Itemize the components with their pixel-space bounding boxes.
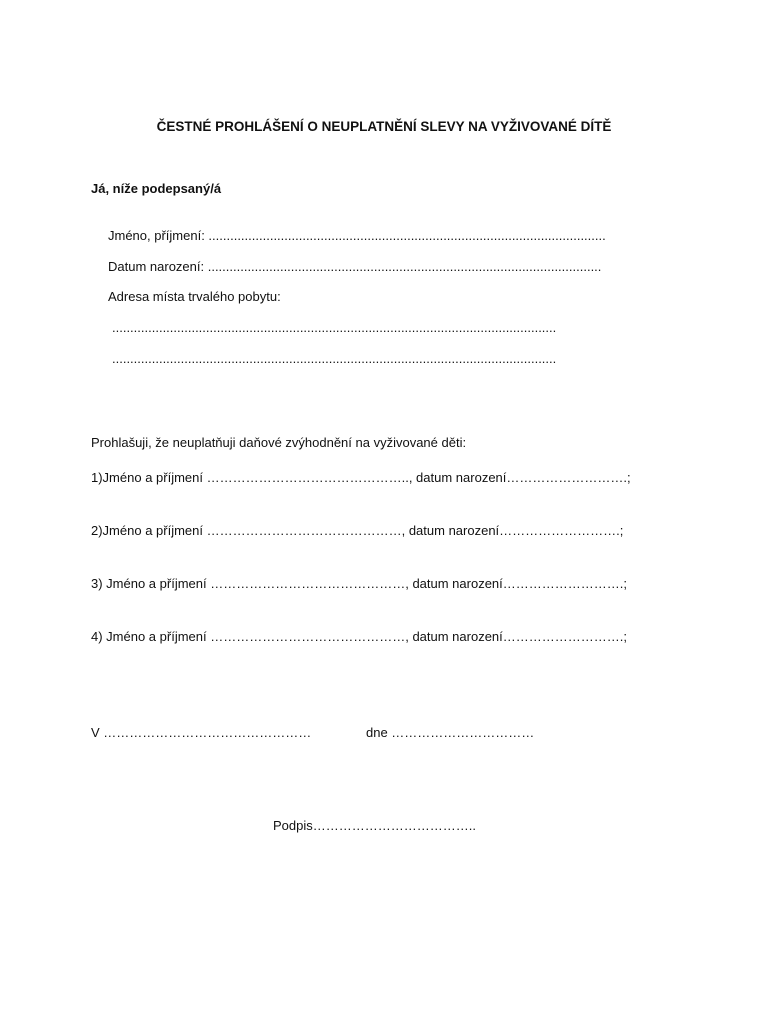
address-label: Adresa místa trvalého pobytu:	[108, 289, 281, 304]
intro-text: Já, níže podepsaný/á	[91, 181, 222, 196]
child-entry-1: 1)Jméno a příjmení ……………………………………….., datum narození……………………….;	[91, 470, 631, 485]
place-field: V …………………………………………	[91, 725, 312, 740]
child-entry-3: 3) Jméno a příjmení ………………………………………, datum narození……………………….;	[91, 576, 627, 591]
child-entry-4: 4) Jméno a příjmení ………………………………………, datum narození……………………….;	[91, 629, 627, 644]
address-line-1: ...........................................................................................................................	[112, 320, 557, 335]
document-title: ČESTNÉ PROHLÁŠENÍ O NEUPLATNĚNÍ SLEVY NA VYŽIVOVANÉ DÍTĚ	[156, 119, 612, 134]
signature-field: Podpis………………………………..	[273, 818, 476, 833]
name-field: Jméno, příjmení: ..............................................................................................................	[108, 228, 606, 243]
address-line-2: ...........................................................................................................................	[112, 351, 557, 366]
child-entry-2: 2)Jméno a příjmení ………………………………………, datum narození……………………….;	[91, 523, 624, 538]
declaration-text: Prohlašuji, že neuplatňuji daňové zvýhodnění na vyživované děti:	[91, 435, 467, 450]
date-field: dne ……………………………	[366, 725, 535, 740]
birth-date-field: Datum narození: .............................................................................................................	[108, 259, 602, 274]
